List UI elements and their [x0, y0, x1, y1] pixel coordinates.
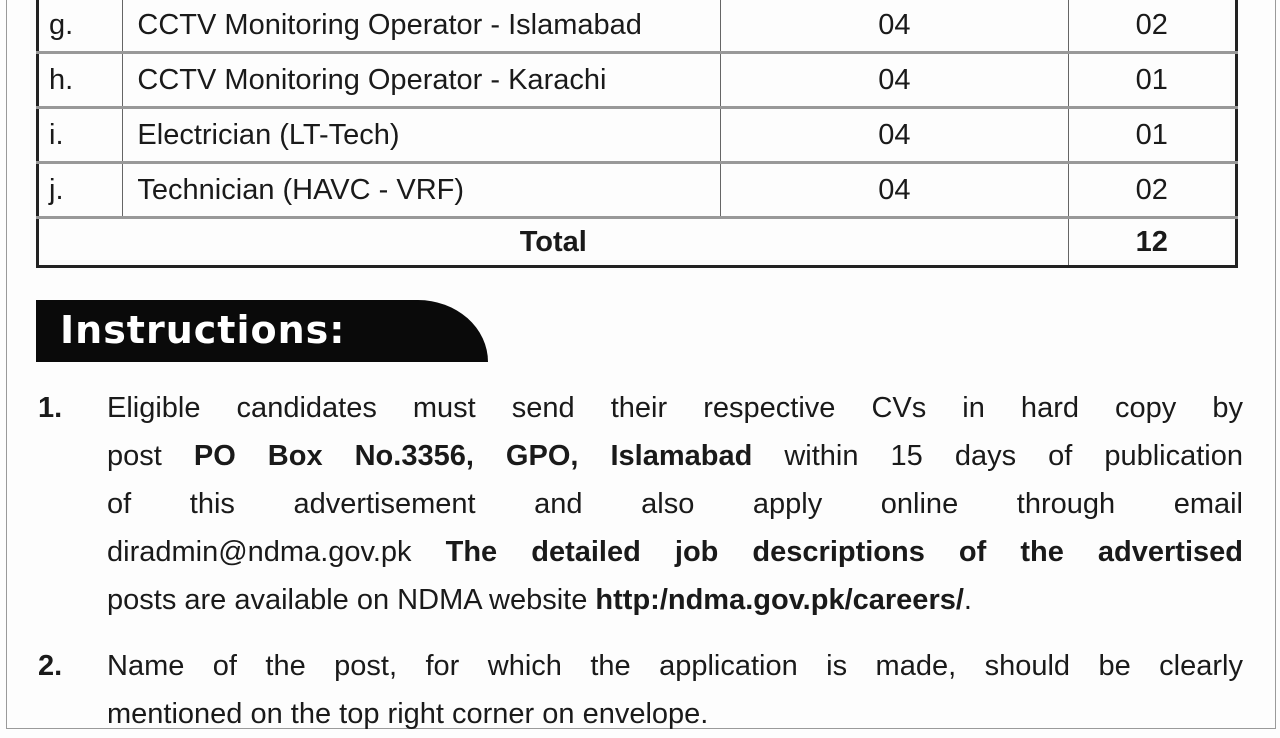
instruction-number: 2. — [38, 650, 63, 682]
serial-cell: g. — [38, 0, 123, 53]
instruction-text: posts are available on NDMA website — [107, 584, 596, 616]
instructions-heading-banner — [36, 300, 488, 362]
instruction-text: of this advertisement and also apply online through email — [107, 488, 1243, 520]
posts-table — [36, 0, 1238, 268]
instruction-line — [107, 440, 1243, 480]
table-row — [38, 163, 1237, 218]
instruction-text: Name of the post, for which the application is made, should be clearly — [107, 650, 1243, 682]
positions-cell: 01 — [1068, 108, 1236, 163]
post-cell: Electrician (LT-Tech) — [123, 108, 721, 163]
positions-cell: 01 — [1068, 53, 1236, 108]
instruction-line — [107, 650, 1243, 690]
instructions-heading: Instructions: — [60, 308, 346, 352]
table-row — [38, 53, 1237, 108]
instruction-line — [107, 488, 1243, 528]
instruction-line — [107, 392, 1243, 432]
positions-cell: 02 — [1068, 163, 1236, 218]
total-row — [38, 218, 1237, 267]
instruction-line — [107, 584, 1243, 624]
instruction-number: 1. — [38, 392, 63, 424]
instruction-text: post — [107, 440, 194, 472]
positions-cell: 02 — [1068, 0, 1236, 53]
value-cell: 04 — [721, 53, 1068, 108]
value-cell: 04 — [721, 0, 1068, 53]
total-value: 12 — [1068, 218, 1236, 267]
value-cell: 04 — [721, 163, 1068, 218]
table-row — [38, 0, 1237, 53]
serial-cell: j. — [38, 163, 123, 218]
post-cell: Technician (HAVC - VRF) — [123, 163, 721, 218]
instruction-text: mentioned on the top right corner on envelope. — [107, 698, 709, 730]
instruction-text: within 15 days of publication — [752, 440, 1243, 472]
instruction-text: diradmin@ndma.gov.pk — [107, 536, 412, 568]
instruction-text: . — [963, 584, 972, 616]
instruction-line — [107, 536, 1243, 576]
instruction-line — [107, 698, 1243, 738]
value-cell: 04 — [721, 108, 1068, 163]
instruction-emphasis: http:/ndma.gov.pk/careers/ — [595, 584, 964, 616]
serial-cell: i. — [38, 108, 123, 163]
post-cell: CCTV Monitoring Operator - Karachi — [123, 53, 721, 108]
instruction-text: Eligible candidates must send their respective CVs in hard copy by — [107, 392, 1243, 424]
table-row — [38, 108, 1237, 163]
serial-cell: h. — [38, 53, 123, 108]
instruction-emphasis: PO Box No.3356, GPO, Islamabad — [193, 440, 753, 472]
post-cell: CCTV Monitoring Operator - Islamabad — [123, 0, 721, 53]
instruction-emphasis: The detailed job descriptions of the advertised — [411, 536, 1243, 568]
total-label: Total — [38, 218, 1069, 267]
